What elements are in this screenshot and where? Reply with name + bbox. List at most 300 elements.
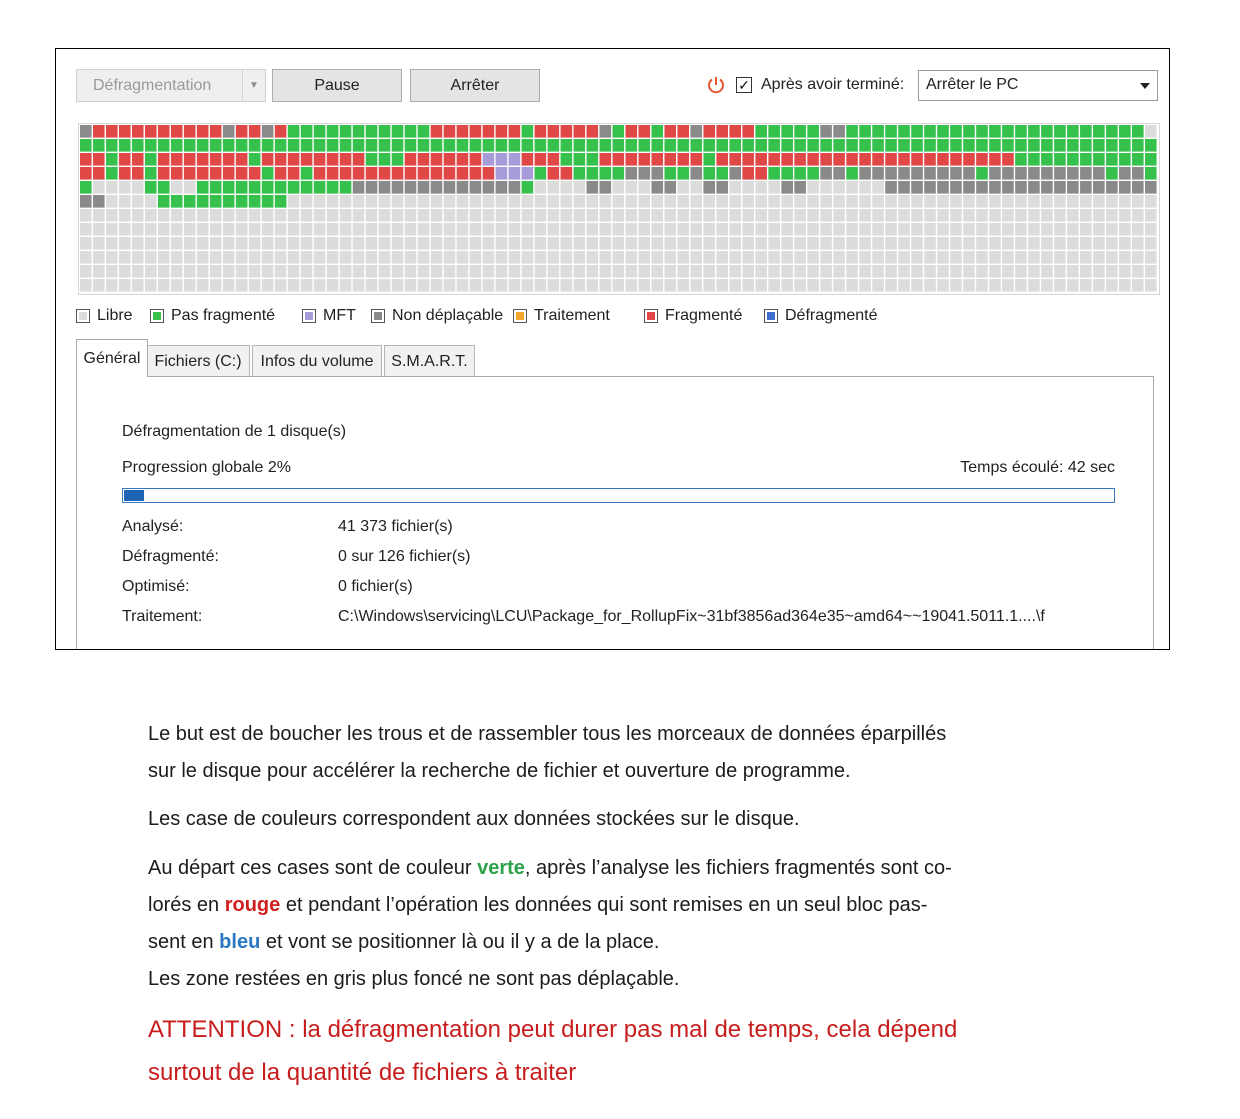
cluster-cell xyxy=(898,139,910,152)
cluster-cell xyxy=(937,209,949,222)
after-finished-checkbox[interactable] xyxy=(736,77,752,93)
cluster-cell xyxy=(93,153,105,166)
cluster-cell xyxy=(613,279,625,292)
cluster-cell xyxy=(1080,167,1092,180)
cluster-cell xyxy=(106,251,118,264)
cluster-cell xyxy=(262,125,274,138)
cluster-cell xyxy=(483,153,495,166)
cluster-cell xyxy=(703,223,715,236)
cluster-cell xyxy=(353,237,365,250)
cluster-cell xyxy=(768,167,780,180)
cluster-cell xyxy=(1067,139,1079,152)
cluster-cell xyxy=(80,181,92,194)
cluster-cell xyxy=(664,237,676,250)
cluster-cell xyxy=(1067,125,1079,138)
cluster-cell xyxy=(846,209,858,222)
cluster-cell xyxy=(470,195,482,208)
cluster-cell xyxy=(976,125,988,138)
cluster-cell xyxy=(392,223,404,236)
cluster-cell xyxy=(898,195,910,208)
cluster-cell xyxy=(392,181,404,194)
cluster-cell xyxy=(262,153,274,166)
cluster-cell xyxy=(1002,209,1014,222)
cluster-cell xyxy=(950,209,962,222)
cluster-cell xyxy=(820,237,832,250)
cluster-cell xyxy=(1041,251,1053,264)
cluster-cell xyxy=(1002,195,1014,208)
cluster-cell xyxy=(535,223,547,236)
cluster-cell xyxy=(405,181,417,194)
cluster-cell xyxy=(703,237,715,250)
cluster-cell xyxy=(600,167,612,180)
cluster-cell xyxy=(418,209,430,222)
cluster-cell xyxy=(353,195,365,208)
tab-1[interactable]: Fichiers (C:) xyxy=(146,345,250,377)
cluster-cell xyxy=(950,167,962,180)
cluster-cell xyxy=(755,237,767,250)
cluster-cell xyxy=(405,265,417,278)
cluster-cell xyxy=(846,139,858,152)
cluster-cell xyxy=(664,139,676,152)
cluster-cell xyxy=(859,265,871,278)
cluster-cell xyxy=(1002,237,1014,250)
cluster-cell xyxy=(418,167,430,180)
cluster-cell xyxy=(1002,251,1014,264)
cluster-cell xyxy=(846,223,858,236)
cluster-cell xyxy=(1080,125,1092,138)
cluster-cell xyxy=(1119,139,1131,152)
cluster-cell xyxy=(405,125,417,138)
cluster-cell xyxy=(1132,167,1144,180)
cluster-cell xyxy=(1054,265,1066,278)
cluster-cell xyxy=(807,139,819,152)
stat-label: Traitement: xyxy=(122,608,203,625)
cluster-cell xyxy=(561,209,573,222)
cluster-cell xyxy=(1132,237,1144,250)
attention-note xyxy=(148,1008,1088,1094)
cluster-cell xyxy=(742,223,754,236)
cluster-cell xyxy=(1054,167,1066,180)
cluster-cell xyxy=(872,181,884,194)
cluster-cell xyxy=(807,125,819,138)
cluster-cell xyxy=(314,167,326,180)
cluster-cell xyxy=(794,265,806,278)
article-p3-text-a: Au départ ces cases sont de couleur xyxy=(148,857,478,879)
check-icon: ✓ xyxy=(738,77,750,93)
cluster-cell xyxy=(340,167,352,180)
cluster-cell xyxy=(145,139,157,152)
cluster-cell xyxy=(820,251,832,264)
legend-item xyxy=(764,307,878,325)
cluster-cell xyxy=(522,209,534,222)
cluster-cell xyxy=(794,181,806,194)
cluster-cell xyxy=(548,153,560,166)
legend-label: MFT xyxy=(323,307,356,324)
cluster-cell xyxy=(1002,167,1014,180)
cluster-cell xyxy=(288,265,300,278)
cluster-cell xyxy=(197,195,209,208)
cluster-cell xyxy=(1002,265,1014,278)
cluster-cell xyxy=(197,251,209,264)
cluster-cell xyxy=(587,209,599,222)
cluster-cell xyxy=(690,195,702,208)
general-tab-panel xyxy=(76,376,1154,650)
cluster-cell xyxy=(1002,181,1014,194)
defragmenter-screenshot xyxy=(55,48,1170,650)
cluster-cell xyxy=(872,125,884,138)
stop-button[interactable]: Arrêter xyxy=(410,69,540,102)
cluster-cell xyxy=(145,237,157,250)
cluster-cell xyxy=(625,195,637,208)
cluster-cell xyxy=(236,181,248,194)
cluster-cell xyxy=(509,125,521,138)
cluster-cell xyxy=(651,223,663,236)
cluster-cell xyxy=(210,223,222,236)
cluster-cell xyxy=(768,181,780,194)
cluster-cell xyxy=(210,237,222,250)
cluster-cell xyxy=(314,237,326,250)
cluster-cell xyxy=(379,209,391,222)
cluster-cell xyxy=(1132,195,1144,208)
cluster-cell xyxy=(950,125,962,138)
cluster-cell xyxy=(600,139,612,152)
cluster-cell xyxy=(1041,265,1053,278)
cluster-cell xyxy=(781,237,793,250)
cluster-cell xyxy=(340,251,352,264)
cluster-cell xyxy=(833,195,845,208)
cluster-cell xyxy=(483,139,495,152)
cluster-cell xyxy=(522,265,534,278)
cluster-cell xyxy=(314,251,326,264)
cluster-cell xyxy=(690,265,702,278)
cluster-cell xyxy=(457,209,469,222)
cluster-cell xyxy=(1054,223,1066,236)
cluster-cell xyxy=(327,167,339,180)
cluster-cell xyxy=(522,251,534,264)
cluster-cell xyxy=(509,279,521,292)
cluster-cell xyxy=(677,125,689,138)
cluster-cell xyxy=(340,223,352,236)
cluster-cell xyxy=(509,139,521,152)
cluster-cell xyxy=(314,125,326,138)
cluster-cell xyxy=(1080,237,1092,250)
cluster-cell xyxy=(1054,125,1066,138)
cluster-cell xyxy=(613,237,625,250)
cluster-cell xyxy=(418,139,430,152)
cluster-cell xyxy=(171,181,183,194)
tab-2[interactable]: Infos du volume xyxy=(252,345,382,377)
cluster-cell xyxy=(976,223,988,236)
cluster-cell xyxy=(613,139,625,152)
cluster-cell xyxy=(1106,195,1118,208)
cluster-cell xyxy=(937,237,949,250)
cluster-cell xyxy=(93,279,105,292)
after-action-select[interactable] xyxy=(918,70,1158,101)
cluster-cell xyxy=(794,139,806,152)
article-p3-line2 xyxy=(148,887,1088,924)
cluster-cell xyxy=(1093,139,1105,152)
progress-bar xyxy=(122,488,1115,503)
cluster-cell xyxy=(275,223,287,236)
cluster-cell xyxy=(587,125,599,138)
cluster-cell xyxy=(664,153,676,166)
cluster-cell xyxy=(561,223,573,236)
cluster-cell xyxy=(418,153,430,166)
cluster-cell xyxy=(184,125,196,138)
cluster-cell xyxy=(833,181,845,194)
cluster-cell xyxy=(392,153,404,166)
cluster-cell xyxy=(444,209,456,222)
cluster-cell xyxy=(119,251,131,264)
cluster-cell xyxy=(625,237,637,250)
disk-cluster-map xyxy=(78,123,1160,295)
cluster-cell xyxy=(574,223,586,236)
cluster-cell xyxy=(807,237,819,250)
cluster-cell xyxy=(574,125,586,138)
pause-button[interactable]: Pause xyxy=(272,69,402,102)
cluster-cell xyxy=(171,237,183,250)
cluster-cell xyxy=(366,125,378,138)
cluster-cell xyxy=(950,195,962,208)
cluster-cell xyxy=(638,153,650,166)
cluster-cell xyxy=(288,209,300,222)
stat-value: 0 fichier(s) xyxy=(338,578,413,595)
tab-0[interactable]: Général xyxy=(76,339,148,377)
cluster-cell xyxy=(379,167,391,180)
cluster-cell xyxy=(600,181,612,194)
cluster-cell xyxy=(885,209,897,222)
cluster-cell xyxy=(236,139,248,152)
cluster-cell xyxy=(548,251,560,264)
cluster-cell xyxy=(613,251,625,264)
cluster-cell xyxy=(301,265,313,278)
cluster-cell xyxy=(366,251,378,264)
cluster-cell xyxy=(963,125,975,138)
cluster-cell xyxy=(613,265,625,278)
cluster-cell xyxy=(171,167,183,180)
cluster-cell xyxy=(716,209,728,222)
cluster-cell xyxy=(184,195,196,208)
cluster-cell xyxy=(418,265,430,278)
cluster-cell xyxy=(989,167,1001,180)
cluster-cell xyxy=(392,251,404,264)
cluster-cell xyxy=(418,237,430,250)
cluster-cell xyxy=(483,251,495,264)
cluster-cell xyxy=(937,153,949,166)
cluster-cell xyxy=(755,167,767,180)
cluster-cell xyxy=(911,181,923,194)
cluster-cell xyxy=(535,237,547,250)
cluster-cell xyxy=(1054,153,1066,166)
cluster-cell xyxy=(729,139,741,152)
cluster-cell xyxy=(781,167,793,180)
cluster-cell xyxy=(210,265,222,278)
cluster-cell xyxy=(1093,279,1105,292)
cluster-cell xyxy=(1041,125,1053,138)
cluster-cell xyxy=(184,251,196,264)
cluster-cell xyxy=(885,265,897,278)
cluster-cell xyxy=(911,125,923,138)
cluster-cell xyxy=(314,153,326,166)
cluster-cell xyxy=(1145,279,1157,292)
cluster-cell xyxy=(301,181,313,194)
cluster-cell xyxy=(561,181,573,194)
cluster-cell xyxy=(768,139,780,152)
cluster-cell xyxy=(872,139,884,152)
cluster-cell xyxy=(742,279,754,292)
tab-3[interactable]: S.M.A.R.T. xyxy=(384,345,475,377)
cluster-cell xyxy=(600,265,612,278)
cluster-cell xyxy=(80,153,92,166)
cluster-cell xyxy=(405,139,417,152)
cluster-cell xyxy=(1015,237,1027,250)
cluster-cell xyxy=(1093,265,1105,278)
cluster-cell xyxy=(651,167,663,180)
cluster-cell xyxy=(651,195,663,208)
cluster-cell xyxy=(327,125,339,138)
cluster-cell xyxy=(924,153,936,166)
cluster-cell xyxy=(262,195,274,208)
cluster-cell xyxy=(833,265,845,278)
tab-bar xyxy=(76,339,1156,377)
cluster-cell xyxy=(1119,265,1131,278)
cluster-cell xyxy=(327,209,339,222)
cluster-cell xyxy=(496,251,508,264)
cluster-cell xyxy=(223,265,235,278)
cluster-cell xyxy=(937,265,949,278)
cluster-cell xyxy=(600,279,612,292)
cluster-cell xyxy=(301,167,313,180)
cluster-cell xyxy=(963,265,975,278)
cluster-cell xyxy=(379,181,391,194)
cluster-cell xyxy=(911,153,923,166)
cluster-cell xyxy=(444,139,456,152)
cluster-cell xyxy=(93,195,105,208)
cluster-cell xyxy=(132,209,144,222)
cluster-cell xyxy=(729,237,741,250)
cluster-cell xyxy=(366,279,378,292)
cluster-cell xyxy=(197,209,209,222)
cluster-cell xyxy=(1132,251,1144,264)
cluster-cell xyxy=(418,125,430,138)
cluster-cell xyxy=(924,139,936,152)
cluster-cell xyxy=(470,209,482,222)
article-p3-text-d: et pendant l’opération les données qui sont remises en un seul bloc pas- xyxy=(280,894,928,916)
cluster-cell xyxy=(963,209,975,222)
cluster-cell xyxy=(911,237,923,250)
cluster-cell xyxy=(613,223,625,236)
cluster-cell xyxy=(742,251,754,264)
cluster-cell xyxy=(963,237,975,250)
cluster-cell xyxy=(249,223,261,236)
cluster-cell xyxy=(249,125,261,138)
chevron-down-icon xyxy=(1140,83,1150,89)
cluster-cell xyxy=(937,223,949,236)
cluster-cell xyxy=(716,237,728,250)
cluster-cell xyxy=(1028,237,1040,250)
cluster-cell xyxy=(703,195,715,208)
cluster-cell xyxy=(431,209,443,222)
cluster-cell xyxy=(794,223,806,236)
cluster-cell xyxy=(781,279,793,292)
after-action-value: Arrêter le PC xyxy=(926,76,1019,93)
cluster-cell xyxy=(1106,223,1118,236)
cluster-cell xyxy=(509,167,521,180)
cluster-cell xyxy=(690,181,702,194)
cluster-cell xyxy=(703,265,715,278)
cluster-cell xyxy=(587,181,599,194)
cluster-cell xyxy=(950,139,962,152)
cluster-cell xyxy=(197,167,209,180)
cluster-cell xyxy=(119,153,131,166)
cluster-cell xyxy=(106,265,118,278)
cluster-cell xyxy=(729,125,741,138)
cluster-cell xyxy=(1015,265,1027,278)
legend-item xyxy=(513,307,610,325)
cluster-cell xyxy=(288,153,300,166)
cluster-cell xyxy=(1119,195,1131,208)
cluster-cell xyxy=(132,195,144,208)
cluster-cell xyxy=(327,181,339,194)
cluster-cell xyxy=(249,167,261,180)
cluster-cell xyxy=(288,279,300,292)
cluster-cell xyxy=(340,139,352,152)
cluster-cell xyxy=(1067,265,1079,278)
cluster-cell xyxy=(1106,265,1118,278)
cluster-cell xyxy=(314,265,326,278)
cluster-cell xyxy=(600,125,612,138)
cluster-cell xyxy=(223,139,235,152)
cluster-cell xyxy=(93,223,105,236)
cluster-cell xyxy=(405,223,417,236)
cluster-cell xyxy=(1093,251,1105,264)
defragmentation-button[interactable] xyxy=(76,69,266,102)
cluster-cell xyxy=(275,167,287,180)
cluster-cell xyxy=(431,181,443,194)
cluster-cell xyxy=(353,251,365,264)
legend-label: Fragmenté xyxy=(665,307,743,324)
cluster-cell xyxy=(950,223,962,236)
cluster-cell xyxy=(288,223,300,236)
attention-line-1: ATTENTION : la défragmentation peut durer pas mal de temps, cela dépend xyxy=(148,1016,958,1043)
cluster-cell xyxy=(768,279,780,292)
cluster-cell xyxy=(898,167,910,180)
cluster-cell xyxy=(1067,209,1079,222)
cluster-cell xyxy=(820,265,832,278)
cluster-cell xyxy=(690,139,702,152)
cluster-cell xyxy=(1028,195,1040,208)
cluster-cell xyxy=(833,237,845,250)
cluster-cell xyxy=(405,251,417,264)
cluster-cell xyxy=(236,167,248,180)
attention-line-2: surtout de la quantité de fichiers à traiter xyxy=(148,1059,577,1086)
cluster-cell xyxy=(483,125,495,138)
cluster-cell xyxy=(522,223,534,236)
cluster-cell xyxy=(223,181,235,194)
cluster-cell xyxy=(794,209,806,222)
cluster-cell xyxy=(755,181,767,194)
cluster-cell xyxy=(561,251,573,264)
dropdown-arrow-icon[interactable]: ▼ xyxy=(242,70,265,101)
cluster-cell xyxy=(236,209,248,222)
cluster-cell xyxy=(807,223,819,236)
cluster-cell xyxy=(781,153,793,166)
cluster-cell xyxy=(223,153,235,166)
cluster-cell xyxy=(119,181,131,194)
cluster-cell xyxy=(638,195,650,208)
cluster-cell xyxy=(457,139,469,152)
cluster-cell xyxy=(781,181,793,194)
